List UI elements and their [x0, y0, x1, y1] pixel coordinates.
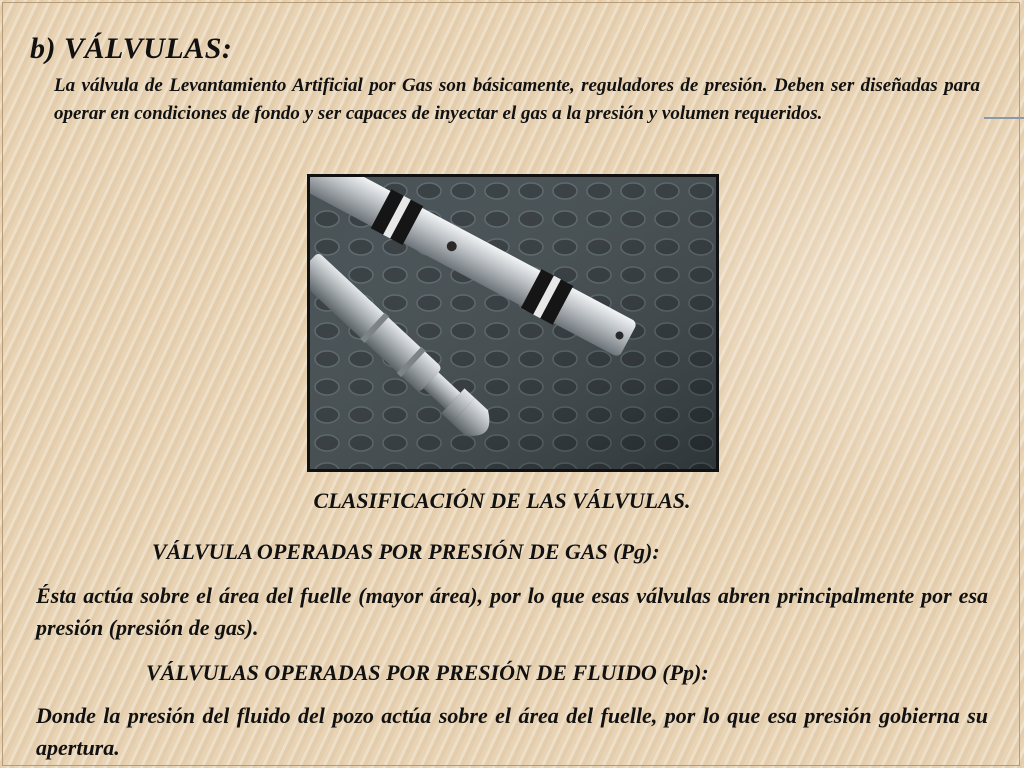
valves-photo — [307, 174, 719, 472]
gas-pressure-valve-title: VÁLVULA OPERADAS POR PRESIÓN DE GAS (Pg): — [152, 539, 660, 564]
fluid-pressure-valve-title: VÁLVULAS OPERADAS POR PRESIÓN DE FLUIDO (Pp): — [146, 660, 709, 685]
fluid-pressure-valve-text: Donde la presión del fluido del pozo actúa sobre el área del fuelle, por lo que esa presión gobierna su apertura. — [36, 703, 988, 760]
gas-pressure-valve-text: Ésta actúa sobre el área del fuelle (mayor área), por lo que esas válvulas abren principalmente por esa presión (presión de gas). — [36, 583, 988, 640]
slide-heading: b) VÁLVULAS: — [30, 32, 233, 65]
classification-title: CLASIFICACIÓN DE LAS VÁLVULAS. — [313, 488, 691, 513]
decorative-rule-line — [984, 117, 1024, 119]
intro-paragraph: La válvula de Levantamiento Artificial por Gas son básicamente, reguladores de presión. Deben ser diseñadas para operar en condiciones de fondo y ser capaces de inyectar el gas a la presión y volumen requeridos. — [54, 75, 980, 124]
